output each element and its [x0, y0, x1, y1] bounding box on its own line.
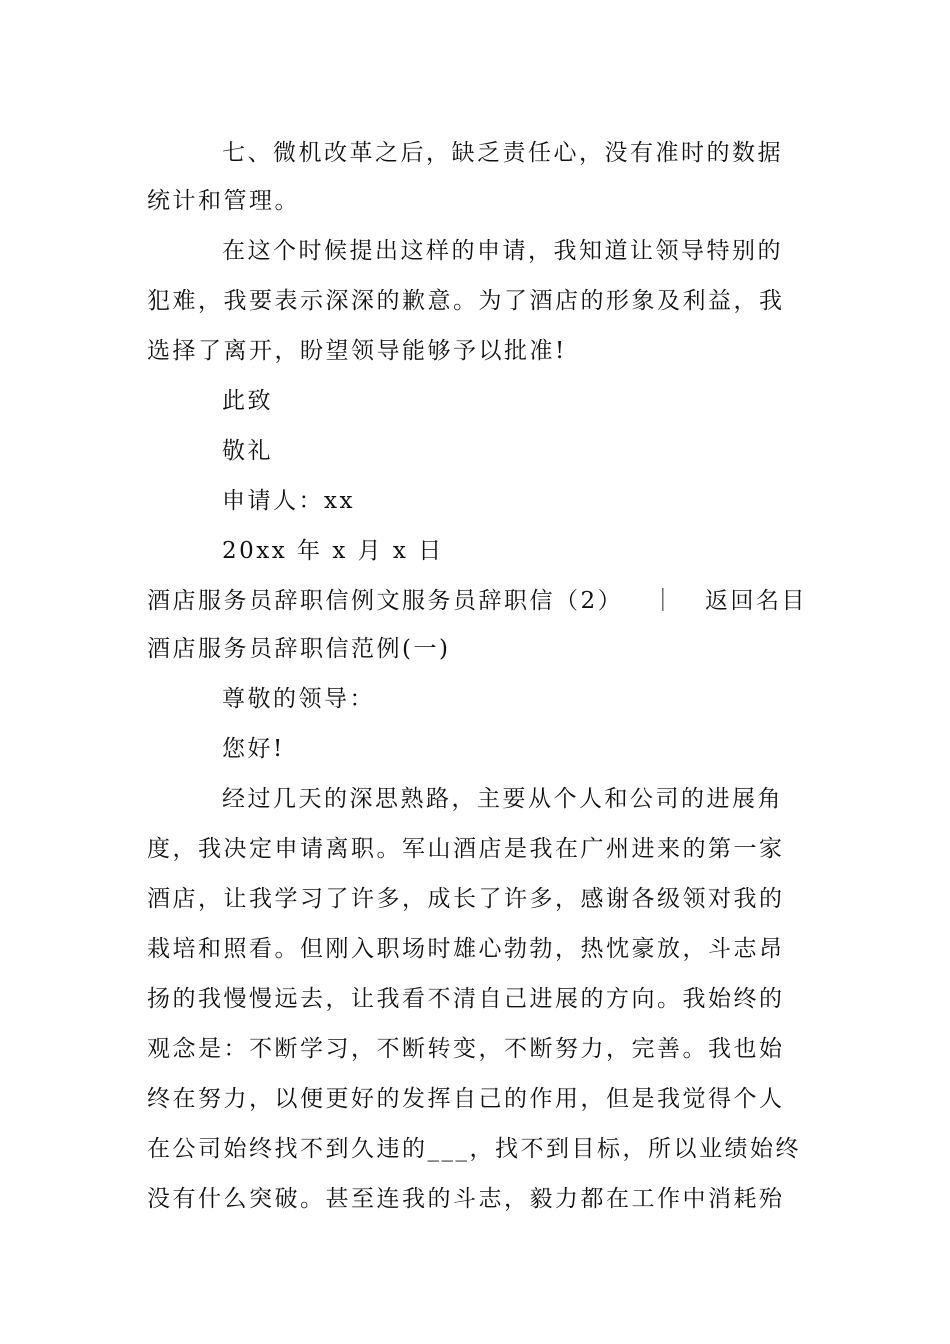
greeting: 尊敬的领导：	[222, 686, 375, 712]
closing-regards: 敬礼	[222, 438, 273, 464]
paragraph-line: 犯难，我要表示深深的歉意。为了酒店的形象及利益，我	[147, 288, 785, 314]
applicant-signature: 申请人：xx	[222, 488, 355, 514]
paragraph-line: 选择了离开，盼望领导能够予以批准!	[147, 338, 567, 364]
closing-salutation: 此致	[222, 388, 273, 414]
paragraph-line: 栽培和照看。但刚入职场时雄心勃勃，热忱豪放，斗志昂	[147, 936, 785, 962]
letter-date: 20xx 年 x 月 x 日	[222, 538, 444, 564]
nav-separator: ｜	[651, 588, 677, 614]
navigation-row	[147, 586, 807, 616]
section-title: 酒店服务员辞职信范例(一)	[147, 636, 451, 662]
prev-article-link[interactable]: 酒店服务员辞职信例文服务员辞职信（2）	[147, 588, 624, 614]
paragraph-line: 度，我决定申请离职。军山酒店是我在广州进来的第一家	[147, 836, 785, 862]
paragraph-line: 终在努力，以便更好的发挥自己的作用，但是我觉得个人	[147, 1086, 785, 1112]
paragraph-line: 统计和管理。	[147, 188, 300, 214]
table-of-contents-link[interactable]: 返回名目	[704, 588, 807, 614]
greeting-hello: 您好!	[222, 736, 285, 762]
paragraph-line: 酒店，让我学习了许多，成长了许多，感谢各级领对我的	[147, 886, 785, 912]
paragraph-line: 经过几天的深思熟路，主要从个人和公司的进展角	[222, 786, 783, 812]
paragraph-line: 没有什么突破。甚至连我的斗志，毅力都在工作中消耗殆	[147, 1186, 785, 1212]
paragraph-line: 在这个时候提出这样的申请，我知道让领导特别的	[222, 238, 783, 264]
paragraph-line: 七、微机改革之后，缺乏责任心，没有准时的数据	[222, 140, 783, 166]
paragraph-line: 扬的我慢慢远去，让我看不清自己进展的方向。我始终的	[147, 986, 785, 1012]
paragraph-line: 观念是：不断学习，不断转变，不断努力，完善。我也始	[147, 1036, 785, 1062]
paragraph-line: 在公司始终找不到久违的___，找不到目标，所以业绩始终	[147, 1136, 801, 1162]
